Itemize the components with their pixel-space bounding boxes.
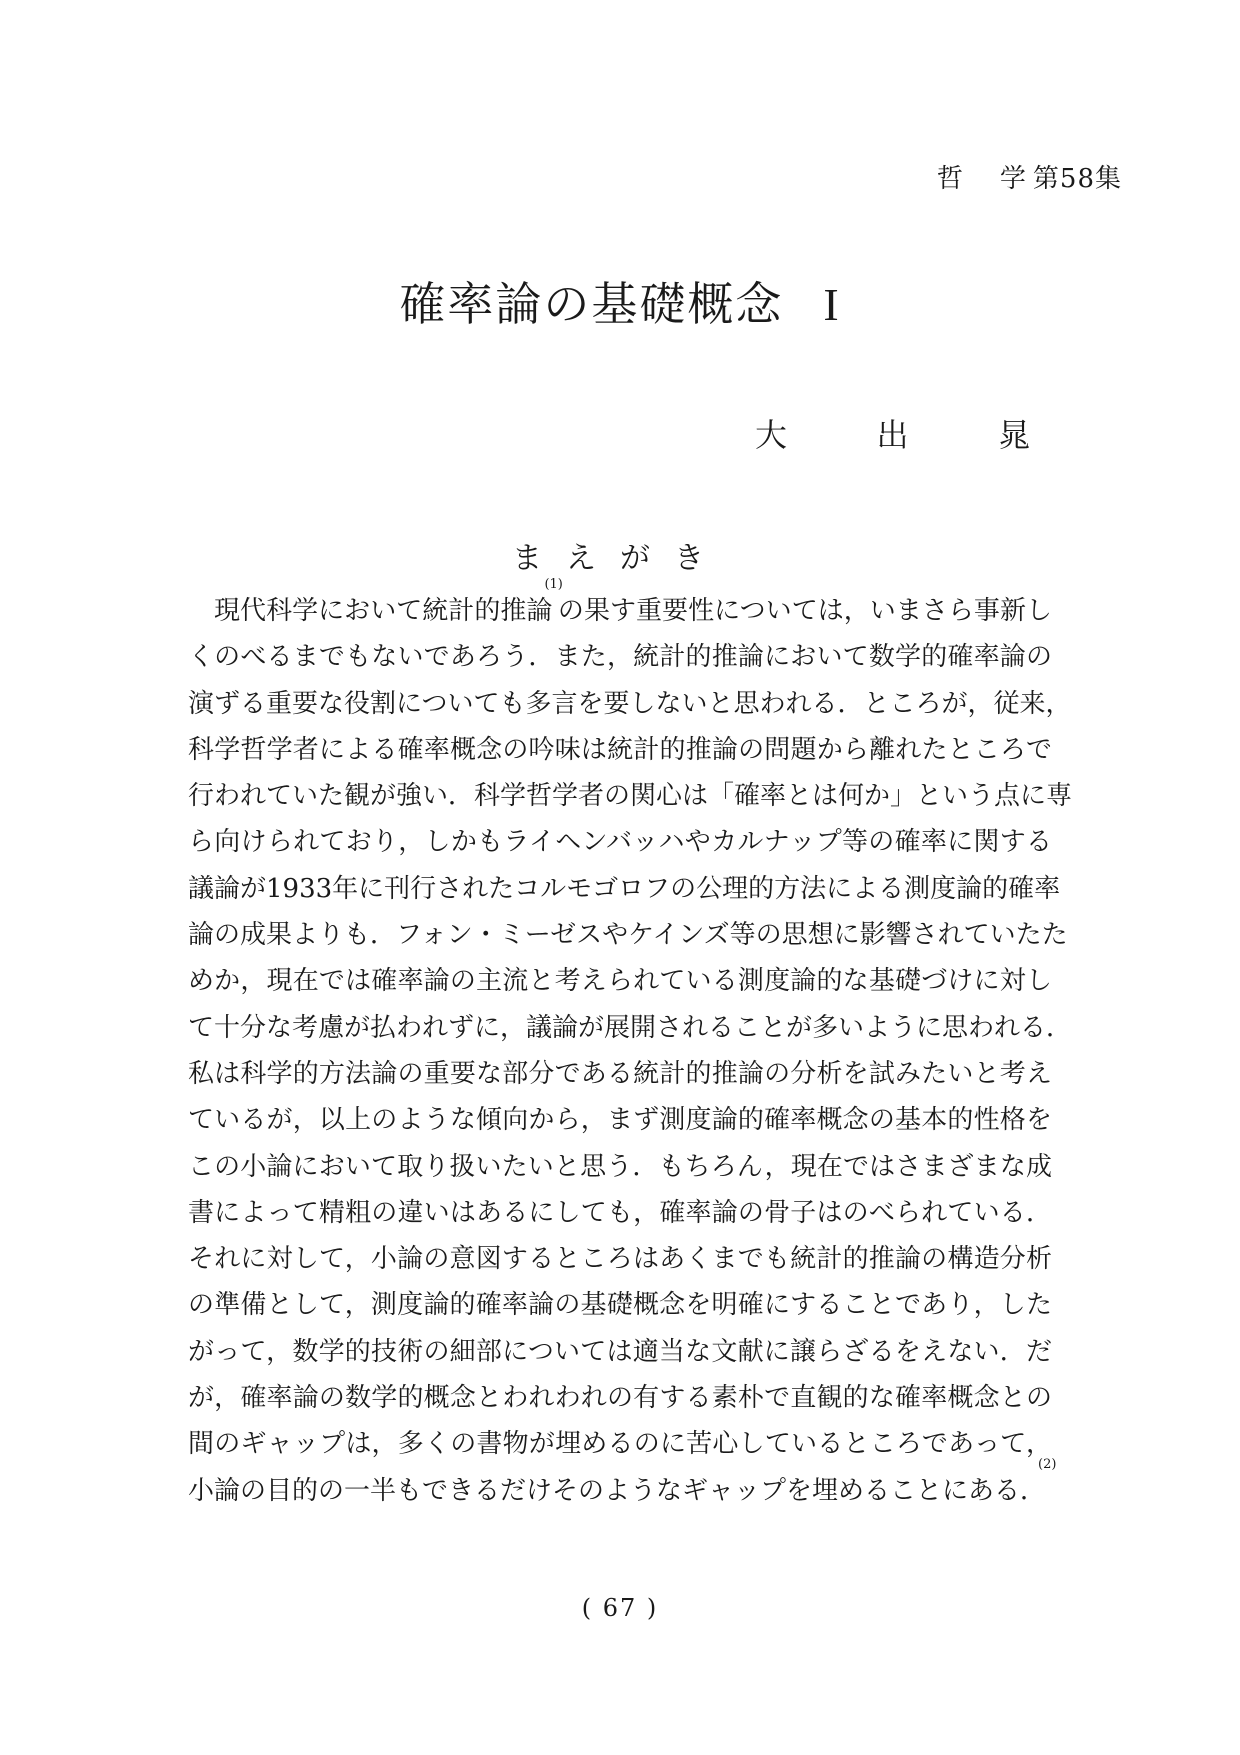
text-line-content: て十分な考慮が払われずに，議論が展開されることが多いように思われる． xyxy=(188,1012,1073,1043)
text-line-content: それに対して，小論の意図するところはあくまでも統計的推論の構造分析 xyxy=(188,1244,1052,1275)
text-line-content: 書によって精粗の違いはあるにしても，確率論の骨子はのべられている． xyxy=(188,1197,1052,1228)
text-line-content: 現代科学において統計的推論 xyxy=(214,596,553,626)
text-line-content: 間のギャップは，多くの書物が埋めるのに苦心しているところであって， xyxy=(188,1429,1052,1460)
text-line-content: 議論が1933年に刊行されたコルモゴロフの公理的方法による測度論的確率 xyxy=(188,873,1061,904)
author-char-2: 出 xyxy=(876,416,909,454)
text-line xyxy=(188,1005,1073,1051)
page-number: ( 67 ) xyxy=(581,1594,659,1622)
text-line xyxy=(188,1421,1052,1467)
journal-header xyxy=(937,158,1122,195)
text-line-content: の果す重要性については，いまさら事新し xyxy=(557,596,1052,626)
footnote-marker[interactable]: (1) xyxy=(544,577,563,592)
text-line-content: 科学哲学者による確率概念の吟味は統計的推論の問題から離れたところで xyxy=(188,734,1052,765)
text-line-content: が，確率論の数学的概念とわれわれの有する素朴で直観的な確率概念との xyxy=(188,1383,1052,1414)
paper-title xyxy=(0,268,1240,334)
text-line xyxy=(188,634,1052,680)
journal-volume: 第58集 xyxy=(1032,164,1122,194)
paper-title-main: 確率論の基礎概念 xyxy=(399,277,784,331)
journal-name-part-1: 哲 xyxy=(936,164,964,194)
text-line xyxy=(188,1456,1057,1514)
text-line-content: 私は科学的方法論の重要な部分である統計的推論の分析を試みたいと考え xyxy=(188,1058,1052,1089)
text-line xyxy=(188,958,1052,1004)
text-line xyxy=(188,727,1052,773)
journal-name-part-2: 学 xyxy=(999,164,1027,194)
text-line-content: くのべるまでもないであろう．また，統計的推論において数学的確率論の xyxy=(188,642,1052,673)
author-char-3: 晁 xyxy=(997,416,1030,454)
text-line-content: 演ずる重要な役割についても多言を要しないと思われる．ところが，従来， xyxy=(188,688,1072,719)
text-line-content: 小論の目的の一半もできるだけそのようなギャップを埋めることにある． xyxy=(188,1475,1047,1506)
text-line xyxy=(188,819,1052,865)
text-line xyxy=(188,1236,1052,1282)
author-name xyxy=(755,410,1030,456)
text-line-content: この小論において取り扱いたいと思う．もちろん，現在ではさまざまな成 xyxy=(188,1151,1052,1182)
text-line-content: ら向けられており，しかもライヘンバッハやカルナップ等の確率に関する xyxy=(188,827,1052,858)
text-line-content: 論の成果よりも．フォン・ミーゼスやケインズ等の思想に影響されていたた xyxy=(188,920,1068,951)
text-line xyxy=(188,681,1072,727)
author-char-1: 大 xyxy=(755,416,788,454)
text-line-content: の準備として，測度論的確率論の基礎概念を明確にすることであり，した xyxy=(188,1290,1052,1321)
text-line xyxy=(188,1051,1052,1097)
text-line xyxy=(188,1190,1052,1236)
text-line-content: めか，現在では確率論の主流と考えられている測度論的な基礎づけに対し xyxy=(188,966,1052,997)
text-line xyxy=(188,1097,1052,1143)
text-line-content: 行われていた観が強い．科学哲学者の関心は「確率とは何か」という点に専 xyxy=(188,781,1073,812)
text-line xyxy=(188,773,1073,819)
section-heading: まえがき xyxy=(512,541,728,576)
footnote-marker[interactable]: (2) xyxy=(1038,1456,1057,1472)
paper-title-part-number: I xyxy=(823,279,841,330)
text-line xyxy=(188,866,1061,912)
text-line xyxy=(188,1282,1052,1328)
text-line xyxy=(188,577,1052,634)
text-line-content: ているが，以上のような傾向から，まず測度論的確率概念の基本的性格を xyxy=(188,1105,1052,1136)
text-line xyxy=(188,1329,1052,1375)
text-line xyxy=(188,1375,1052,1421)
text-line-content: がって，数学的技術の細部については適当な文献に譲らざるをえない．だ xyxy=(188,1336,1052,1367)
text-line xyxy=(188,912,1068,958)
text-line xyxy=(188,1144,1052,1190)
body-paragraph xyxy=(188,577,1073,1514)
